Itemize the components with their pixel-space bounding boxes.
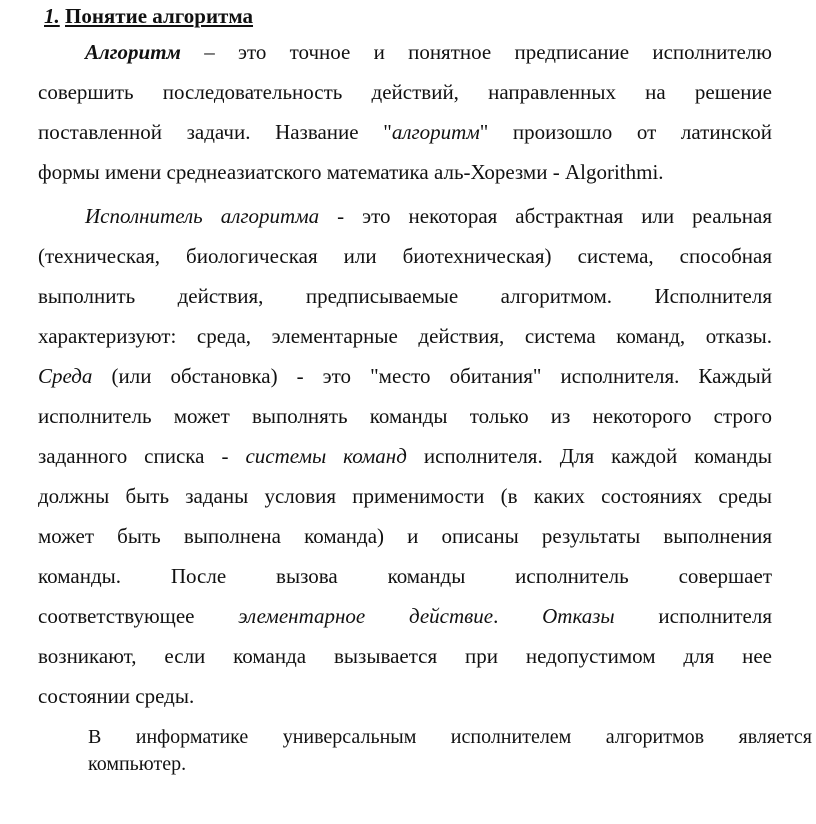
paragraph1-line4: формы имени среднеазиатского математика аль-Хорезми - Algorithmi. bbox=[38, 160, 664, 184]
section-title: Понятие алгоритма bbox=[65, 4, 254, 28]
paragraph2-line8: должны быть заданы условия применимости (в каких состояниях среды bbox=[38, 484, 772, 508]
term-elementary-action: элементарное действие bbox=[238, 604, 494, 628]
paragraph1-line2: совершить последовательность действий, направленных на решение bbox=[38, 80, 772, 104]
term-failures: Отказы bbox=[542, 604, 615, 628]
paragraph2-line4: характеризуют: среда, элементарные действия, система команд, отказы. bbox=[38, 324, 772, 348]
text-span: (или обстановка) - это "место обитания" исполнителя. Каждый bbox=[92, 364, 772, 388]
paragraph2-line1 bbox=[85, 202, 772, 230]
text-span: исполнителя bbox=[614, 604, 773, 628]
paragraph2-line3: выполнить действия, предписываемые алгоритмом. Исполнителя bbox=[38, 284, 772, 308]
paragraph2-line6: исполнитель может выполнять команды только из некоторого строго bbox=[38, 404, 772, 428]
paragraph2-line13: состоянии среды. bbox=[38, 684, 195, 708]
text-span: . bbox=[493, 604, 543, 628]
paragraph2-line11 bbox=[38, 602, 772, 630]
text-span: – это точное и понятное предписание исполнителю bbox=[180, 40, 772, 64]
term-algorithm: Алгоритм bbox=[85, 40, 181, 64]
text-span: исполнителя. Для каждой команды bbox=[406, 444, 772, 468]
term-environment: Среда bbox=[38, 364, 93, 388]
paragraph2-line5 bbox=[38, 362, 772, 390]
text-span: " произошло от латинской bbox=[479, 120, 772, 144]
paragraph2-line7 bbox=[38, 442, 772, 470]
section-heading bbox=[44, 4, 253, 29]
paragraph3-line2: компьютер. bbox=[88, 753, 187, 775]
term-algoritm-word: алгоритм bbox=[391, 120, 480, 144]
term-executor: Исполнитель алгоритма bbox=[85, 204, 320, 228]
text-span: поставленной задачи. Название " bbox=[38, 120, 392, 144]
paragraph2-line2: (техническая, биологическая или биотехническая) система, способная bbox=[38, 244, 772, 268]
text-span: соответствующее bbox=[38, 604, 239, 628]
paragraph1-line3 bbox=[38, 118, 772, 146]
text-span: - это некоторая абстрактная или реальная bbox=[319, 204, 772, 228]
term-command-system: системы команд bbox=[245, 444, 407, 468]
section-number: 1. bbox=[44, 4, 60, 28]
paragraph1-line1 bbox=[85, 38, 772, 66]
paragraph2-line12: возникают, если команда вызывается при недопустимом для нее bbox=[38, 644, 772, 668]
text-span: заданного списка - bbox=[38, 444, 246, 468]
paragraph2-line10: команды. После вызова команды исполнитель совершает bbox=[38, 564, 772, 588]
paragraph2-line9: может быть выполнена команда) и описаны результаты выполнения bbox=[38, 524, 772, 548]
paragraph3-line1: В информатике универсальным исполнителем алгоритмов является bbox=[88, 726, 812, 748]
